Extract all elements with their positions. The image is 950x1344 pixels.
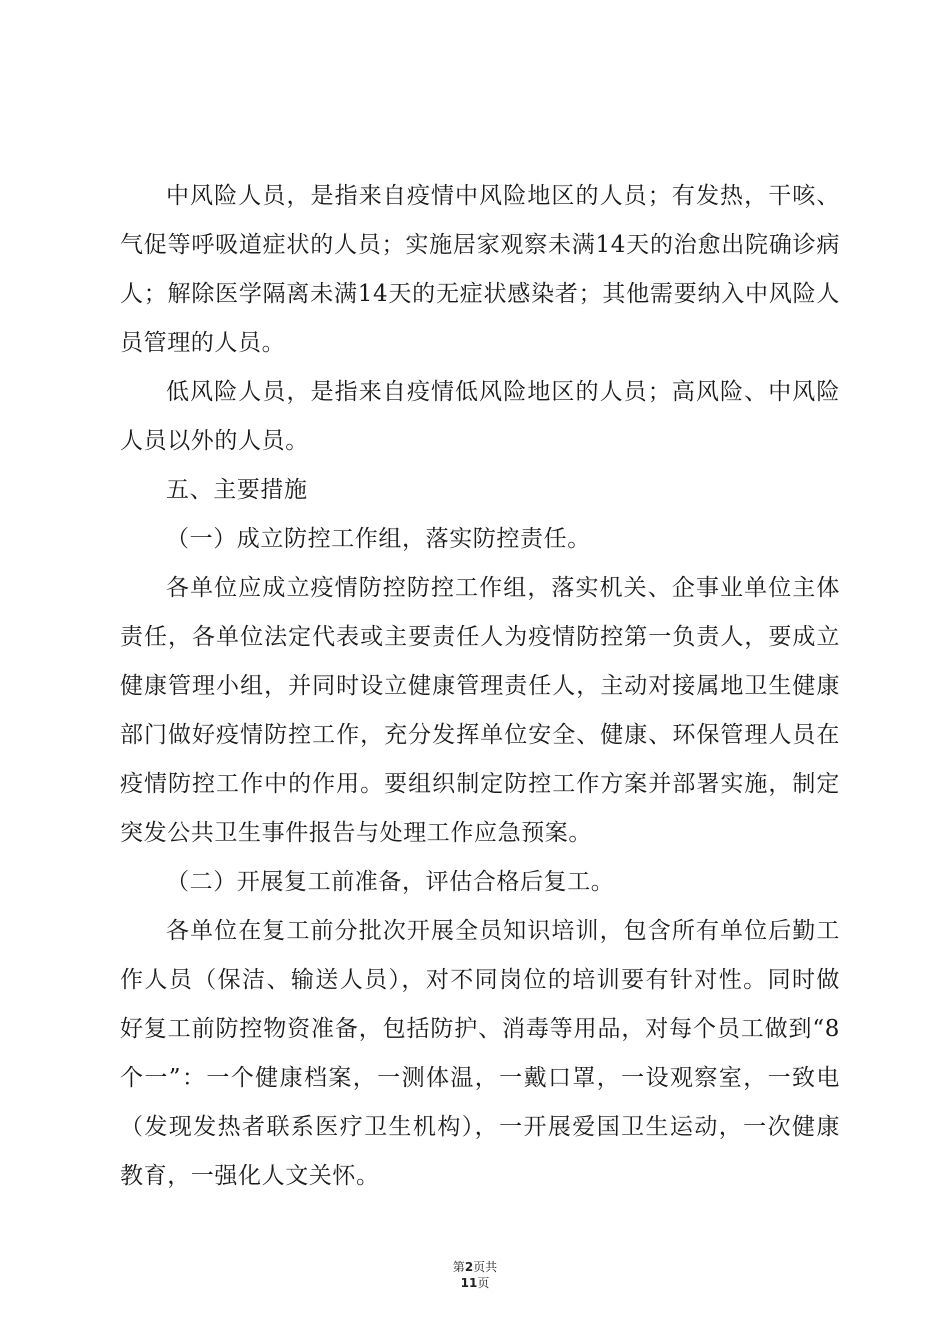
page-footer-line1 [0,1260,950,1275]
subheading-2: （二）开展复工前准备，评估合格后复工。 [166,869,615,895]
paragraph-medium-risk: 中风险人员，是指来自疫情中风险地区的人员；有发热，干咳、气促等呼吸道症状的人员；实施居家观察未满14天的治愈出院确诊病人；解除医学隔离未满14天的无症状感染者；其他需要纳入中风险人员管理的人员。 [120,183,840,356]
subheading-1: （一）成立防控工作组，落实防控责任。 [166,526,591,552]
paragraph-working-group: 各单位应成立疫情防控防控工作组，落实机关、企事业单位主体责任，各单位法定代表或主要责任人为疫情防控第一负责人，要成立健康管理小组，并同时设立健康管理责任人，主动对接属地卫生健康部门做好疫情防控工作，充分发挥单位安全、健康、环保管理人员在疫情防控工作中的作用。要组织制定防控工作方案并部署实施，制定突发公共卫生事件报告与处理工作应急预案。 [120,575,840,846]
paragraph-low-risk: 低风险人员，是指来自疫情低风险地区的人员；高风险、中风险人员以外的人员。 [120,379,840,454]
footer-total-pages: 11 [460,1276,478,1290]
footer-suffix: 页 [477,1276,490,1290]
section-heading-main-measures: 五、主要措施 [166,477,308,503]
footer-page-number: 2 [464,1260,474,1274]
paragraph-preparation: 各单位在复工前分批次开展全员知识培训，包含所有单位后勤工作人员（保洁、输送人员），对不同岗位的培训要有针对性。同时做好复工前防控物资准备，包括防护、消毒等用品，对每个员工做到“8个一”：一个健康档案，一测体温，一戴口罩，一设观察室，一致电（发现发热者联系医疗卫生机构），一开展爱国卫生运动，一次健康教育，一强化人文关怀。 [120,918,840,1189]
document-body [120,172,840,1201]
page-footer-line2 [0,1276,950,1291]
footer-mid: 页共 [473,1260,498,1274]
footer-prefix: 第 [452,1260,465,1274]
